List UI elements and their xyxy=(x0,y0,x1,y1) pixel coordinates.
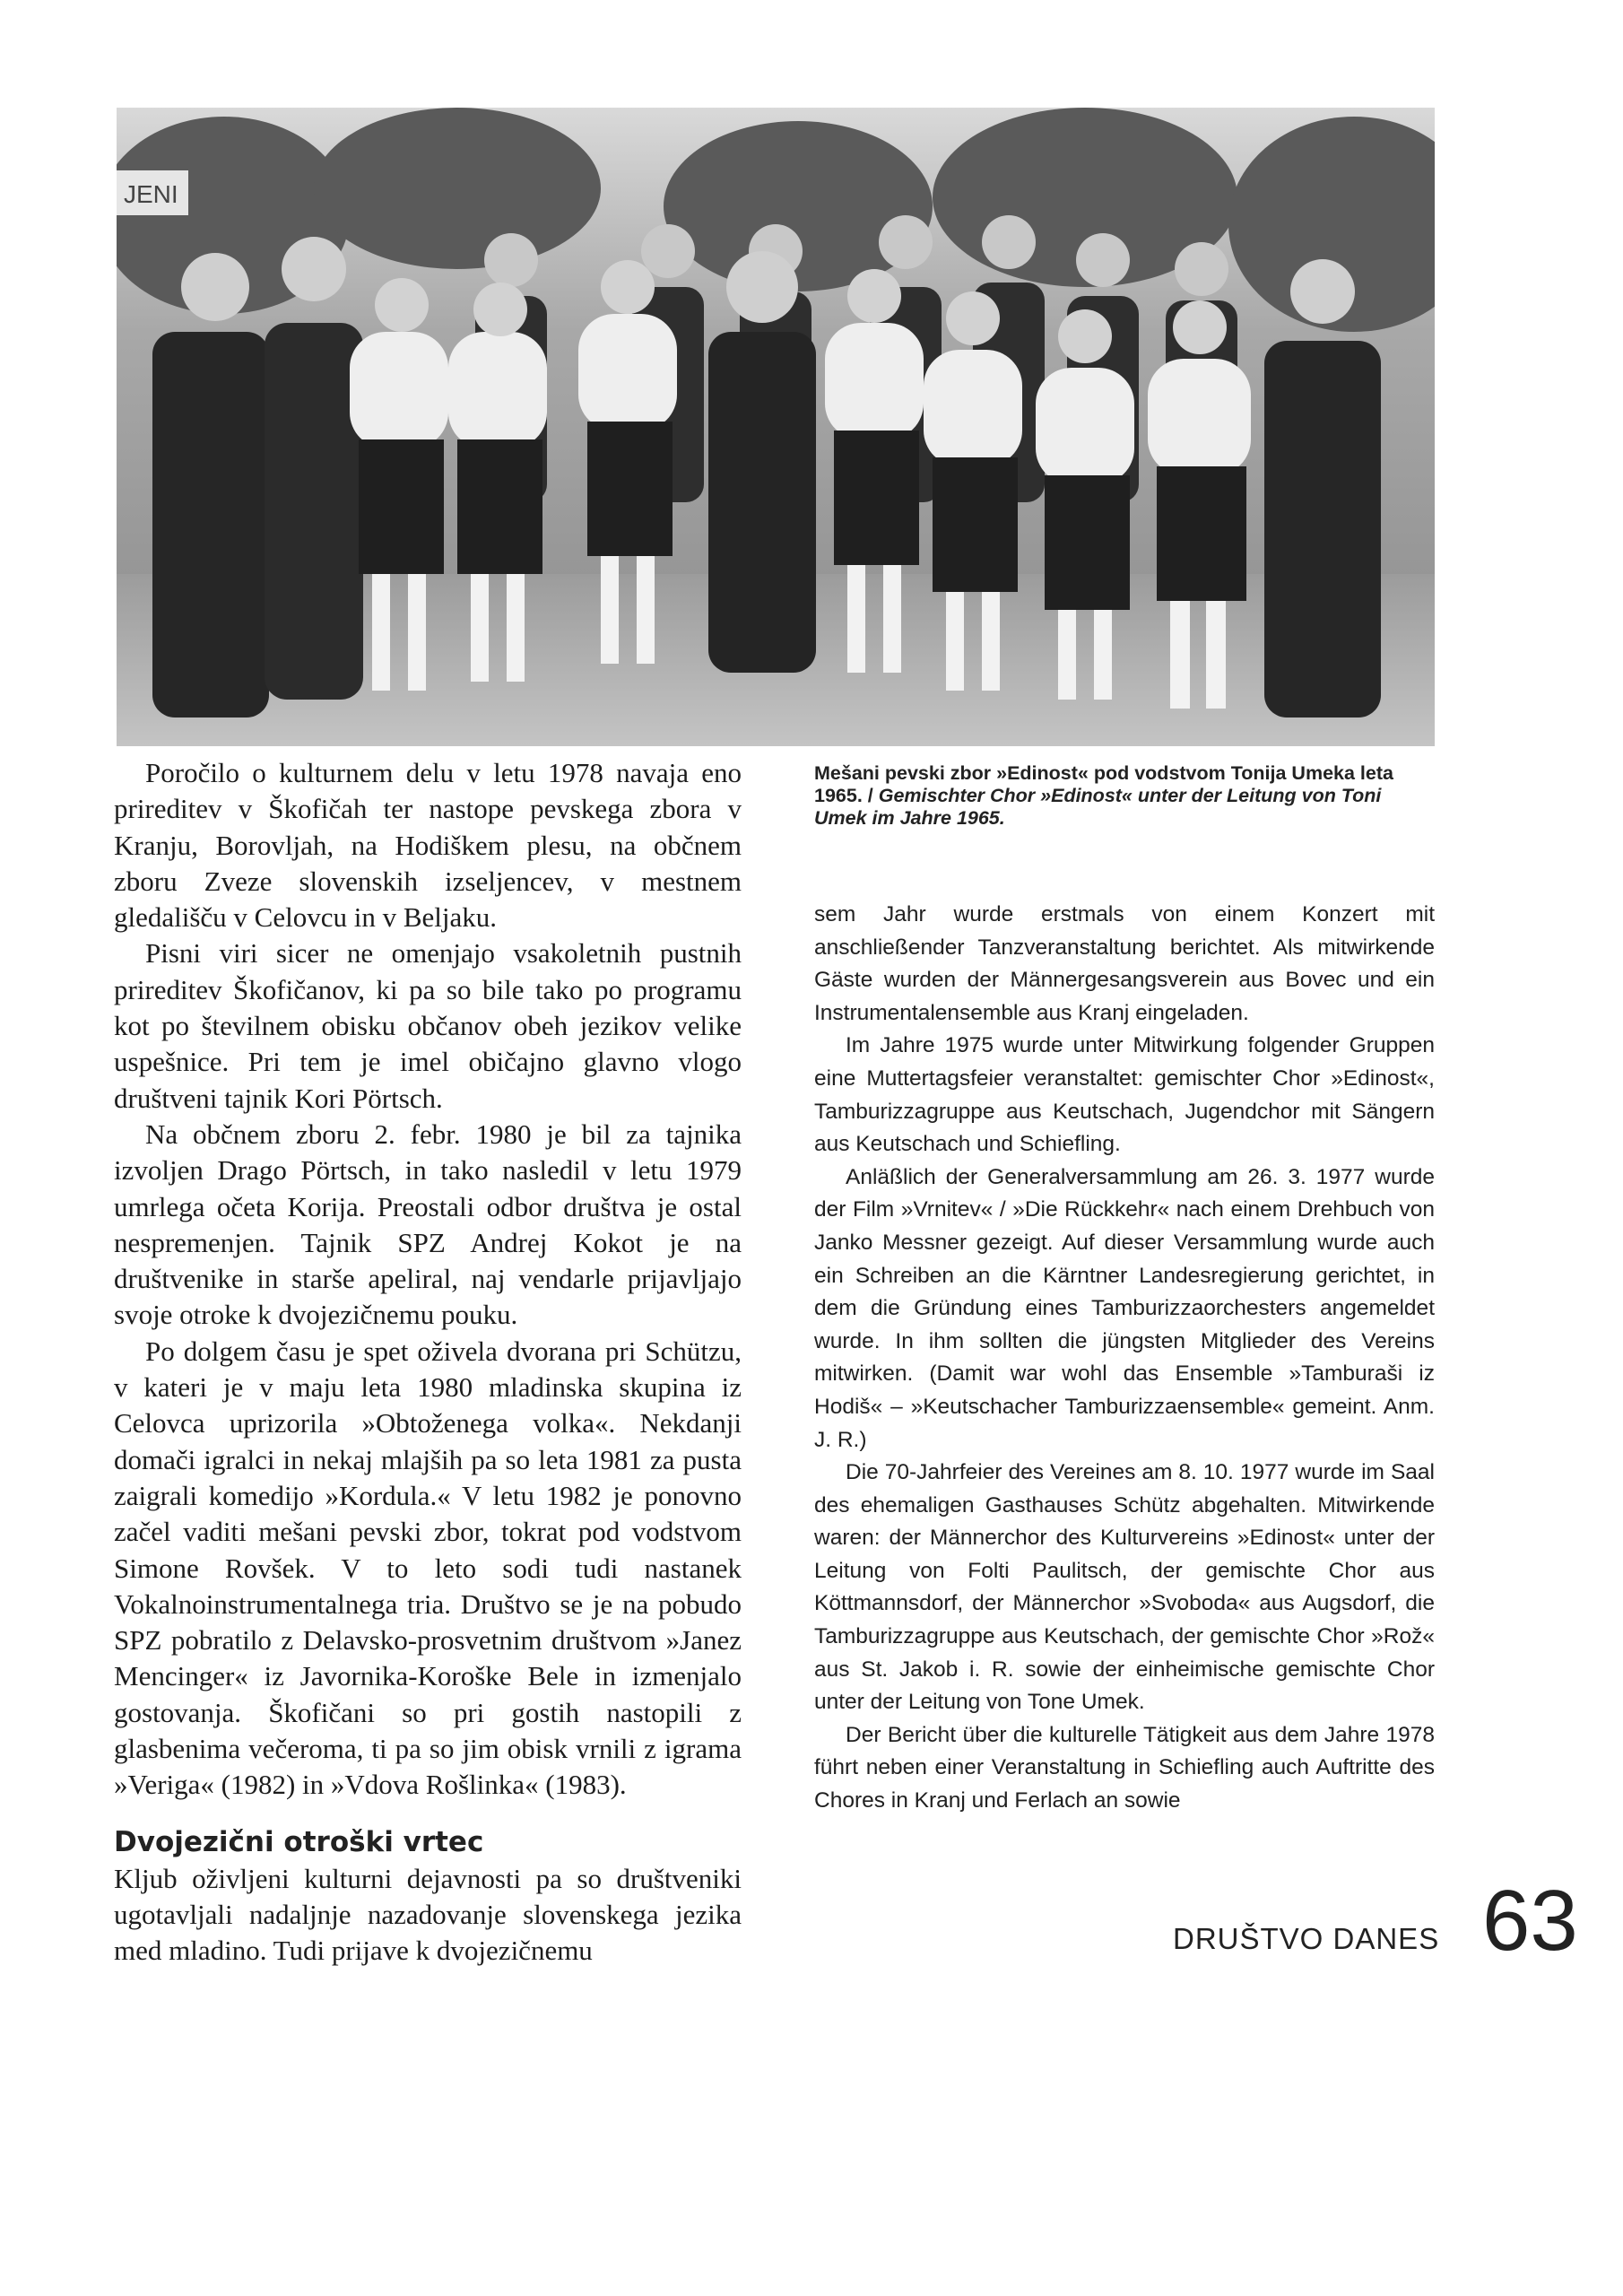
choir-photo xyxy=(117,108,1435,746)
left-paragraph-3: Na občnem zboru 2. febr. 1980 je bil za tajnika izvoljen Drago Pörtsch, in tako nasledil v letu 1979 umrlega očeta Korija. Preostali odbor društva je ostal nespremenjen. Tajnik SPZ Andrej Kokot je na društvenike in starše apeliral, naj vendarle prijavljajo svoje otroke k dvojezičnemu pouku. xyxy=(114,1118,742,1331)
left-paragraph-5: Kljub oživljeni kulturni dejavnosti pa so društveniki ugotavljali nadaljnje nazadovanje slovenskega jezika med mladino. Tudi prijave k dvojezičnemu xyxy=(114,1862,742,1967)
left-paragraph-4: Po dolgem času je spet oživela dvorana pri Schützu, v kateri je v maju leta 1980 mladinska skupina iz Celovca uprizorila »Obtoženega volka«. Nekdanji domači igralci in nekaj mlajših pa so leta 1981 za pusta zaigrali komedijo »Kordula.« V letu 1982 je ponovno začel vaditi mešani pevski zbor, tokrat pod vodstvom Simone Rovšek. V to leto sodi tudi nastanek Vokalnoinstrumentalnega tria. Društvo se je na pobudo SPZ pobratilo z Delavsko-prosvetnim društvom »Janez Mencinger« iz Javornika-Koroške Bele in izmenjalo gostovanja. Škofičani so pri gostih nastopili z glasbenima večeroma, ti pa so jim obisk vrnili z igrama »Veriga« (1982) in »Vdova Rošlinka« (1983). xyxy=(114,1335,742,1801)
page-number: 63 xyxy=(1482,1873,1578,1969)
section-heading: Dvojezični otroški vrtec xyxy=(114,1825,484,1858)
choir-photo-drawing xyxy=(117,108,1435,746)
caption-german: Gemischter Chor »Edinost« unter der Leitung von Toni Umek im Jahre 1965. xyxy=(814,785,1382,829)
running-footer-title: DRUŠTVO DANES xyxy=(1173,1922,1440,1955)
left-column xyxy=(114,755,742,1970)
right-paragraph-4: Die 70-Jahrfeier des Vereines am 8. 10. 1977 wurde im Saal des ehemaligen Gasthauses Schütz abgehalten. Mitwirkende waren: der Männerchor des Kulturvereins »Edinost« unter der Leitung von Folti Paulitsch, der gemischte Chor aus Köttmannsdorf, der Männerchor »Svoboda« aus Augsdorf, die Tamburizzagruppe aus Keutschach, der gemischte Chor »Rož« aus St. Jakob i. R. sowie der einheimische gemischte Chor unter der Leitung von Tone Umek. xyxy=(814,1460,1435,1715)
sign-board xyxy=(117,170,188,215)
right-column xyxy=(814,899,1435,1818)
right-paragraph-3: Anläßlich der Generalversammlung am 26. 3. 1977 wurde der Film »Vrnitev« / »Die Rückkehr« nach einem Drehbuch von Janko Messner gezeigt. Auf dieser Versammlung wurde auch ein Schreiben an die Kärntner Landesregierung gerichtet, in dem die Gründung eines Tamburizzaorchesters angemeldet wurde. In ihm sollten die jüngsten Mitglieder des Vereins mitwirken. (Damit war wohl das Ensemble »Tamburaši iz Hodiš« – »Keutschacher Tamburizzaensemble« gemeint. Anm. J. R.) xyxy=(814,1164,1435,1452)
left-paragraph-2: Pisni viri sicer ne omenjajo vsakoletnih pustnih prireditev Škofičanov, ki pa so bile tako po programu kot po številnem obisku občanov obeh jezikov velike uspešnice. Pri tem je imel običajno glavno vlogo društveni tajnik Kori Pörtsch. xyxy=(114,937,742,1114)
right-paragraph-2: Im Jahre 1975 wurde unter Mitwirkung folgender Gruppen eine Muttertagsfeier veranstaltet: gemischter Chor »Edinost«, Tamburizzagruppe aus Keutschach, Jugendchor mit Sängern aus Keutschach und Schiefling. xyxy=(814,1033,1435,1157)
right-paragraph-5: Der Bericht über die kulturelle Tätigkeit aus dem Jahre 1978 führt neben einer Veranstaltung in Schiefling auch Auftritte des Chores in Kranj und Ferlach an sowie xyxy=(814,1722,1435,1813)
right-paragraph-1: sem Jahr wurde erstmals von einem Konzert mit anschließender Tanzveranstaltung berichtet. Als mitwirkende Gäste wurden der Männergesangsverein aus Bovec und ein Instrumentalensemble aus Kranj eingeladen. xyxy=(814,902,1435,1025)
left-paragraph-1: Poročilo o kulturnem delu v letu 1978 navaja eno prireditev v Škofičah ter nastope pevskega zbora v Kranju, Borovljah, na Hodiškem plesu, na občnem zboru Zveze slovenskih izseljencev, v mestnem gledališču v Celovcu in v Beljaku. xyxy=(114,757,742,934)
photo-caption xyxy=(814,762,1433,830)
sign-text: JENI xyxy=(124,180,178,208)
caption-slovene: Mešani pevski zbor »Edinost« pod vodstvom Tonija Umeka leta 1965. / xyxy=(814,762,1393,806)
